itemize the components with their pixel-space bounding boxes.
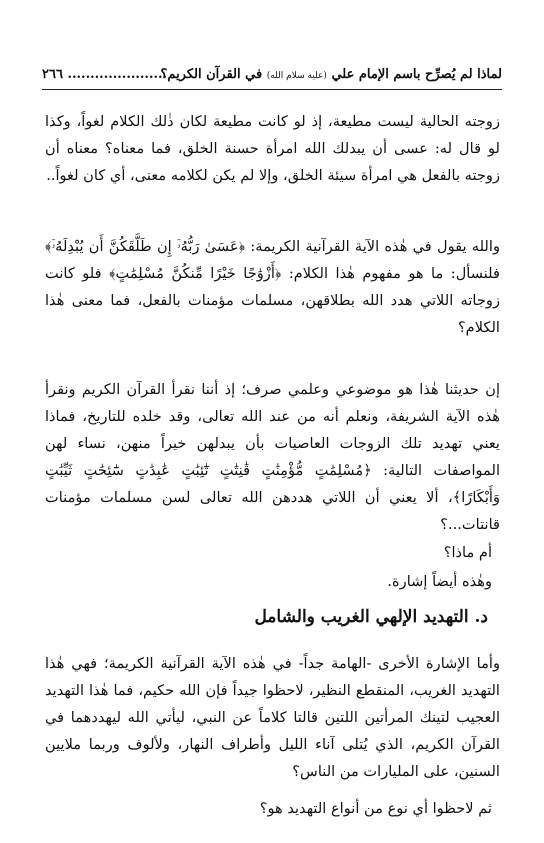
header-leader-dots: ......................: [67, 67, 168, 82]
paragraph-3: إن حديثنا هٰذا هو موضوعي وعلمي صرف؛ إذ أننا نقرأ القرآن الكريم ونقرأ هٰذه الآية الشريفة، ونعلم أنه من عند الله تعالى، وقد خلده للتاريخ، فماذا يعني تهديد تلك الزوجات العاصيات بأن يبدلهن خيراً منهن، نساء لهن المواصفات التالية: ﴿مُسْلِمَٰتٍ مُّؤْمِنَٰتٍ قَٰنِتَٰتٍ تَٰٓئِبَٰتٍ عَٰبِدَٰتٍ سَٰٓئِحَٰتٍ ثَيِّبَٰتٍ وَأَبْكَارًا﴾، ألا يعني أن اللاتي هددهن الله تعالى لسن مسلمات مؤمنات قانتات...؟: [45, 381, 500, 533]
header-title-note: (عليه سلام الله): [266, 71, 327, 81]
running-header-title: [161, 62, 502, 89]
page-number-value: ٢٦٦: [42, 67, 63, 82]
paragraph-1: زوجته الحالية ليست مطيعة، إذ لو كانت مطيعة لكان ذٰلك الكلام لغواً، وكذا لو قال له: عسى أن يبدلك الله امرأة حسنة الخلق، فما معناه؟ معناه أن زوجته بالفعل هي امرأة سيئة الخلق، وإلا لم يكن لكلامه معنى، أي كان لغواً..: [45, 113, 500, 184]
paragraph-5: وهٰذه أيضاً إشارة.: [387, 573, 492, 590]
running-header: [42, 62, 502, 88]
header-title-text: لماذا لم يُصرِّح باسم الإمام علي: [331, 67, 502, 82]
paragraph-6: وأما الإشارة الأخرى -الهامة جداً- في هٰذه الآية القرآنية الكريمة؛ فهي هٰذا التهديد الغريب، المنقطع النظير، لاحظوا جيداً فإن الله حكيم، فما هٰذا التهديد العجيب لتينك المرأتين اللتين قالتا كلاماً عن النبي، ليأتي الله ليهددهما في القرآن الكريم، الذي يُتلى آناء الليل وأطراف النهار، ولألوف وربما ملايين السنين، على المليارات من الناس؟: [45, 655, 500, 780]
section-heading: د. التهديد الإلهي الغريب والشامل: [254, 607, 488, 627]
header-rule: [42, 89, 502, 90]
paragraph-2: والله يقول في هٰذه الآية القرآنية الكريمة: ﴿عَسَىٰ رَبُّهُۥٓ إِن طَلَّقَكُنَّ أَن يُبْدِلَهُۥٓ﴾ فلنسأل: ما هو مفهوم هٰذا الكلام: ﴿أَزْوَٰجًا خَيْرًا مِّنكُنَّ مُسْلِمَٰتٍ﴾ فلو كانت زوجاته اللاتي هدد الله بطلاقهن، مسلمات مؤمنات بالفعل، فما معنى هٰذا الكلام؟: [45, 238, 500, 336]
header-title-end: في القرآن الكريم؟: [160, 67, 263, 82]
paragraph-4: أم ماذا؟: [443, 544, 492, 561]
page-number: [42, 62, 167, 88]
paragraph-7: ثم لاحظوا أي نوع من أنواع التهديد هو؟: [259, 800, 492, 817]
